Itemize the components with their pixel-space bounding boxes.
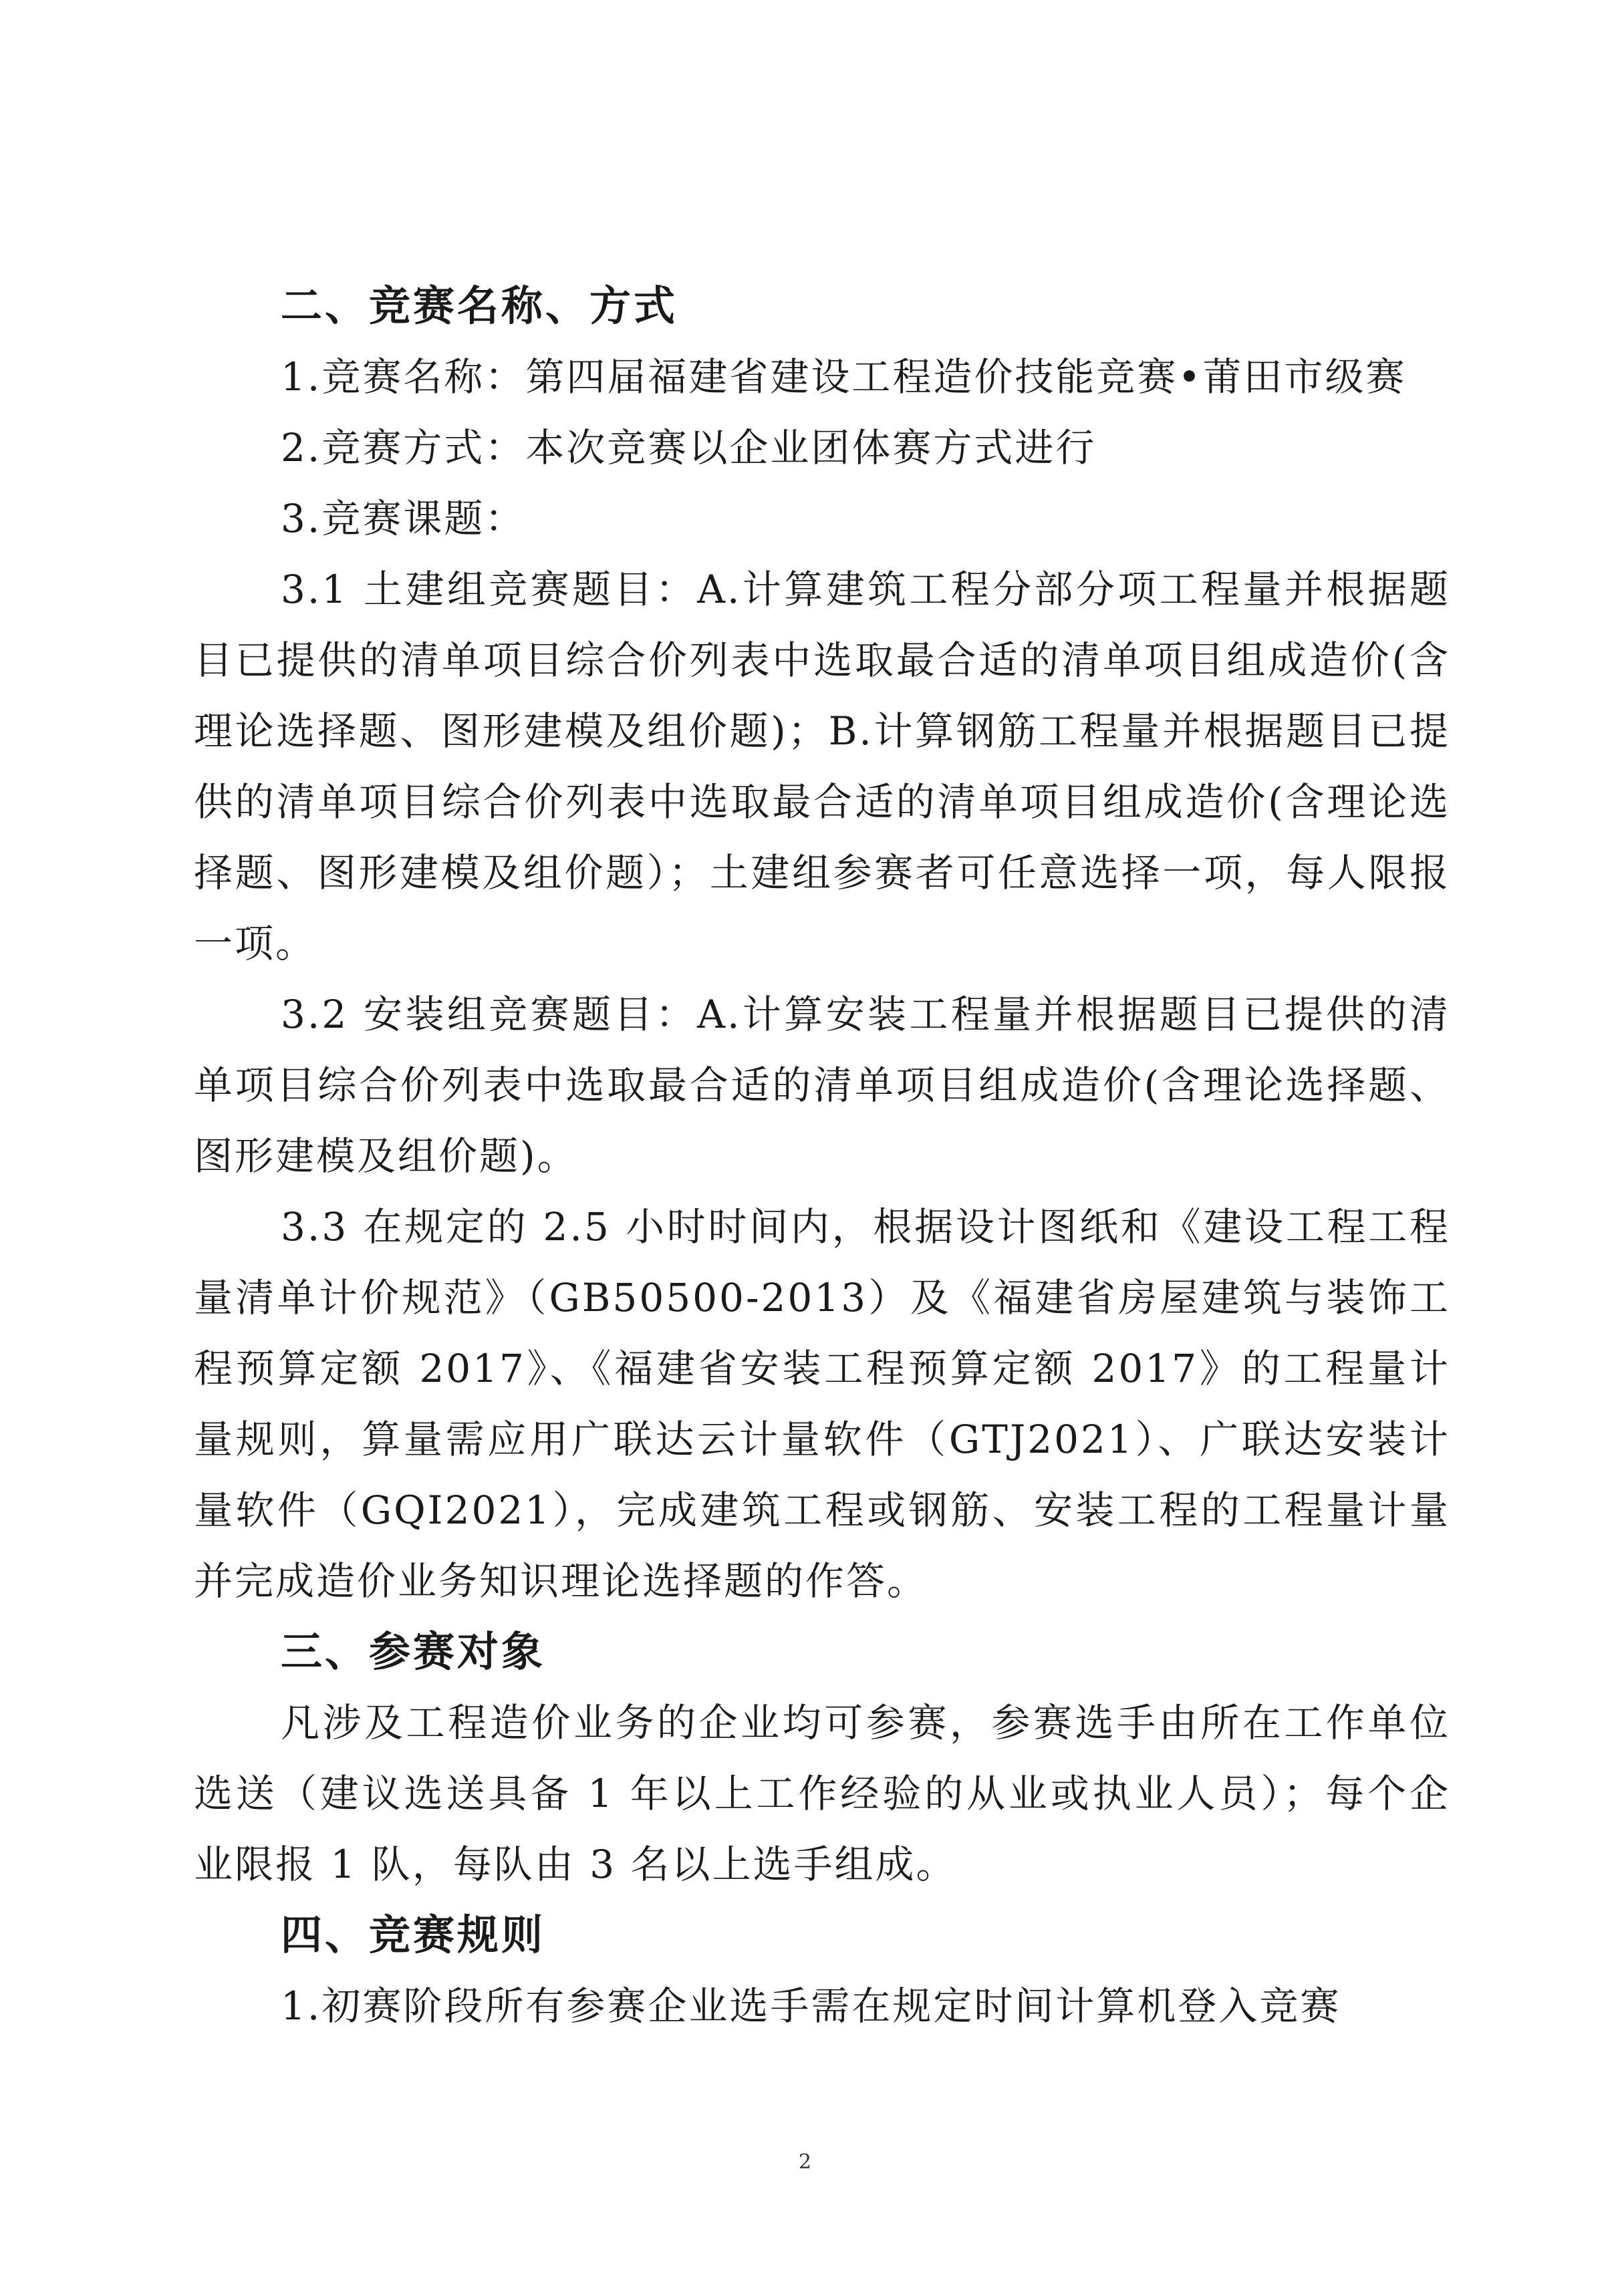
page-number: 2 bbox=[798, 2150, 812, 2174]
section-heading-competition-name: 二、竞赛名称、方式 bbox=[281, 281, 678, 330]
paragraph-competition-name: 1.竞赛名称：第四届福建省建设工程造价技能竞赛•莆田市级赛 bbox=[281, 354, 1407, 400]
paragraph-time-rules: 3.3 在规定的 2.5 小时时间内，根据设计图纸和《建设工程工程量清单计价规范》（GB50500-2013）及《福建省房屋建筑与装饰工程预算定额 2017》、《福建省安装工程预算定额 2017》的工程量计量规则，算量需应用广联达云计量软件（GTJ2021）、广联达安装计量软件（GQI2021），完成建筑工程或钢筋、安装工程的工程量计量并完成造价业务知识理论选择题的作答。 bbox=[194, 1204, 1450, 1604]
section-heading-participants: 三、参赛对象 bbox=[281, 1627, 546, 1676]
paragraph-participants: 凡涉及工程造价业务的企业均可参赛，参赛选手由所在工作单位选送（建议选送具备 1 年以上工作经验的从业或执业人员）；每个企业限报 1 队，每队由 3 名以上选手组成。 bbox=[194, 1700, 1450, 1887]
paragraph-competition-topics: 3.竞赛课题： bbox=[281, 496, 526, 541]
paragraph-rules-1: 1.初赛阶段所有参赛企业选手需在规定时间计算机登入竞赛 bbox=[281, 1983, 1341, 2029]
section-heading-rules: 四、竞赛规则 bbox=[281, 1910, 546, 1959]
paragraph-install-topic: 3.2 安装组竞赛题目：A.计算安装工程量并根据题目已提供的清单项目综合价列表中选取最合适的清单项目组成造价(含理论选择题、图形建模及组价题)。 bbox=[194, 992, 1450, 1179]
paragraph-competition-format: 2.竞赛方式：本次竞赛以企业团体赛方式进行 bbox=[281, 425, 1097, 470]
paragraph-civil-topic: 3.1 土建组竞赛题目：A.计算建筑工程分部分项工程量并根据题目已提供的清单项目综合价列表中选取最合适的清单项目组成造价(含理论选择题、图形建模及组价题)；B.计算钢筋工程量并根据题目已提供的清单项目综合价列表中选取最合适的清单项目组成造价(含理论选择题、图形建模及组价题）；土建组参赛者可任意选择一项，每人限报一项。 bbox=[194, 567, 1450, 966]
document-body bbox=[194, 271, 1450, 2041]
